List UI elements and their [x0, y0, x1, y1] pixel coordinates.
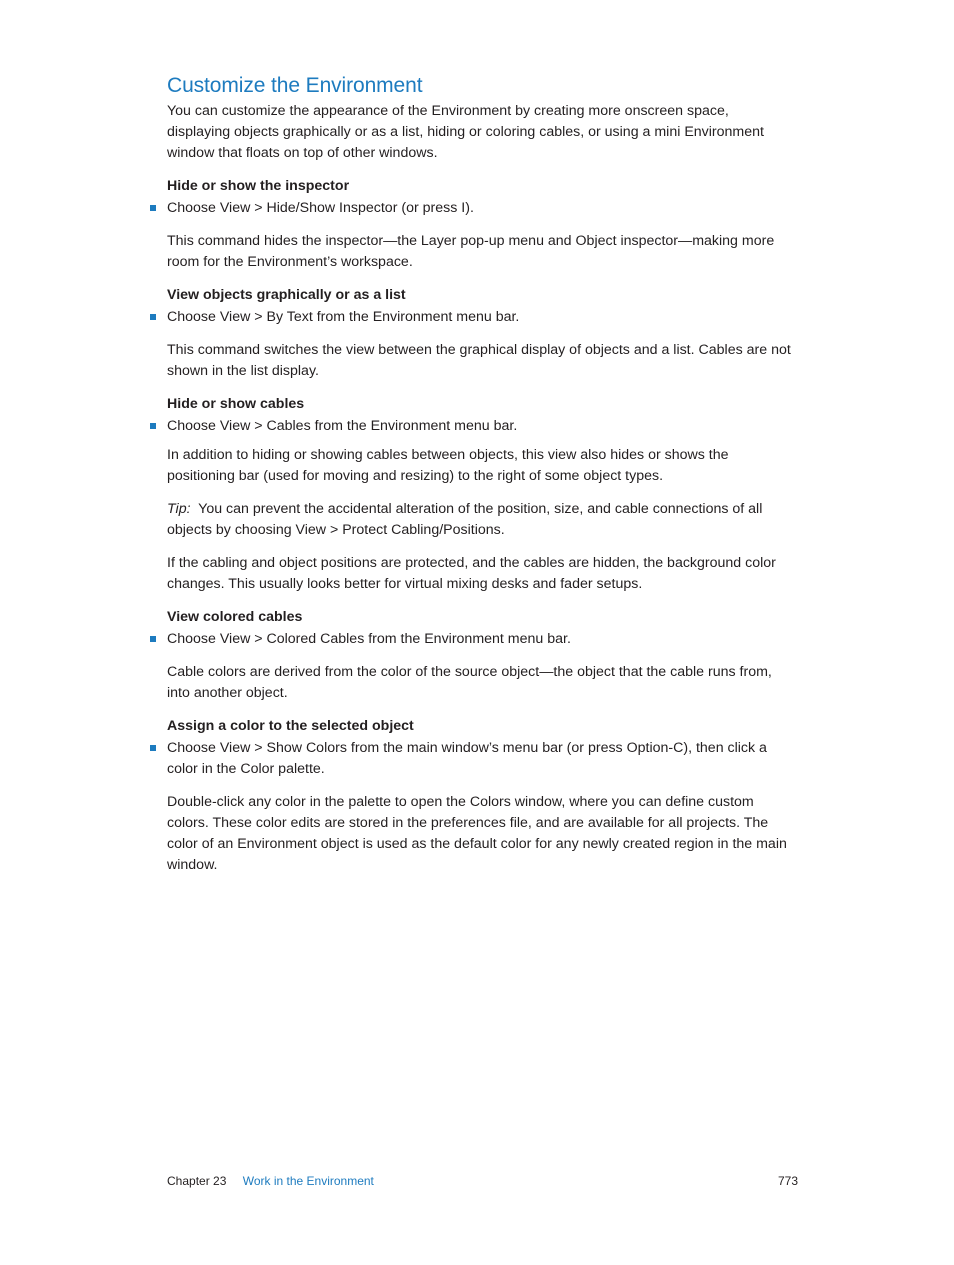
footer-page-number: 773 [777, 1174, 798, 1188]
bullet-square-icon [150, 636, 156, 642]
bullet-text: Choose View > Show Colors from the main window’s menu bar (or press Option-C), then click a color in the Color palette. [167, 740, 767, 777]
tip-text: You can prevent the accidental alteration of the position, size, and cable connections of all objects by choosing View > Protect Cabling/Positions. [167, 501, 763, 538]
tip-label: Tip: [167, 501, 191, 517]
footer-chapter: Chapter 23 [167, 1174, 227, 1188]
section-hide-show-inspector [167, 176, 792, 273]
bullet-item [167, 416, 792, 437]
bullet-item [167, 198, 792, 219]
footer-chapter-title-link[interactable]: Work in the Environment [242, 1174, 374, 1188]
section-heading: Hide or show cables [167, 396, 305, 412]
section-heading: View colored cables [167, 609, 303, 625]
section-heading: Hide or show the inspector [167, 178, 350, 194]
section-colored-cables [167, 607, 792, 704]
body-paragraph: In addition to hiding or showing cables between objects, this view also hides or shows the positioning bar (used for moving and resizing) to the right of some object types. [167, 447, 729, 484]
section-assign-color [167, 716, 792, 876]
bullet-item [167, 307, 792, 328]
section-heading: View objects graphically or as a list [167, 287, 406, 303]
bullet-square-icon [150, 314, 156, 320]
bullet-square-icon [150, 745, 156, 751]
tip-paragraph [167, 499, 792, 541]
bullet-text: Choose View > Colored Cables from the Environment menu bar. [167, 631, 571, 647]
section-hide-show-cables [167, 394, 792, 595]
bullet-square-icon [150, 423, 156, 429]
bullet-text: Choose View > Cables from the Environment menu bar. [167, 418, 518, 434]
section-heading: Assign a color to the selected object [167, 718, 414, 734]
body-paragraph: Cable colors are derived from the color of the source object—the object that the cable runs from, into another object. [167, 664, 772, 701]
bullet-text: Choose View > By Text from the Environment menu bar. [167, 309, 520, 325]
body-paragraph: This command switches the view between the graphical display of objects and a list. Cables are not shown in the list display. [167, 342, 791, 379]
page-footer [167, 1172, 798, 1190]
intro-paragraph: You can customize the appearance of the Environment by creating more onscreen space, displaying objects graphically or as a list, hiding or coloring cables, or using a mini Environment window that floats on top of other windows. [167, 103, 764, 161]
body-paragraph: Double-click any color in the palette to open the Colors window, where you can define custom colors. These color edits are stored in the preferences file, and are available for all projects. The color of an Environment object is used as the default color for any newly created region in the main window. [167, 794, 787, 873]
body-paragraph: If the cabling and object positions are protected, and the cables are hidden, the background color changes. This usually looks better for virtual mixing desks and fader setups. [167, 555, 776, 592]
bullet-text: Choose View > Hide/Show Inspector (or press I). [167, 200, 474, 216]
section-view-objects [167, 285, 792, 382]
page-title: Customize the Environment [167, 74, 423, 97]
page-content [167, 72, 792, 888]
bullet-item [167, 629, 792, 650]
bullet-item [167, 738, 792, 780]
bullet-square-icon [150, 205, 156, 211]
body-paragraph: This command hides the inspector—the Layer pop-up menu and Object inspector—making more room for the Environment’s workspace. [167, 233, 775, 270]
